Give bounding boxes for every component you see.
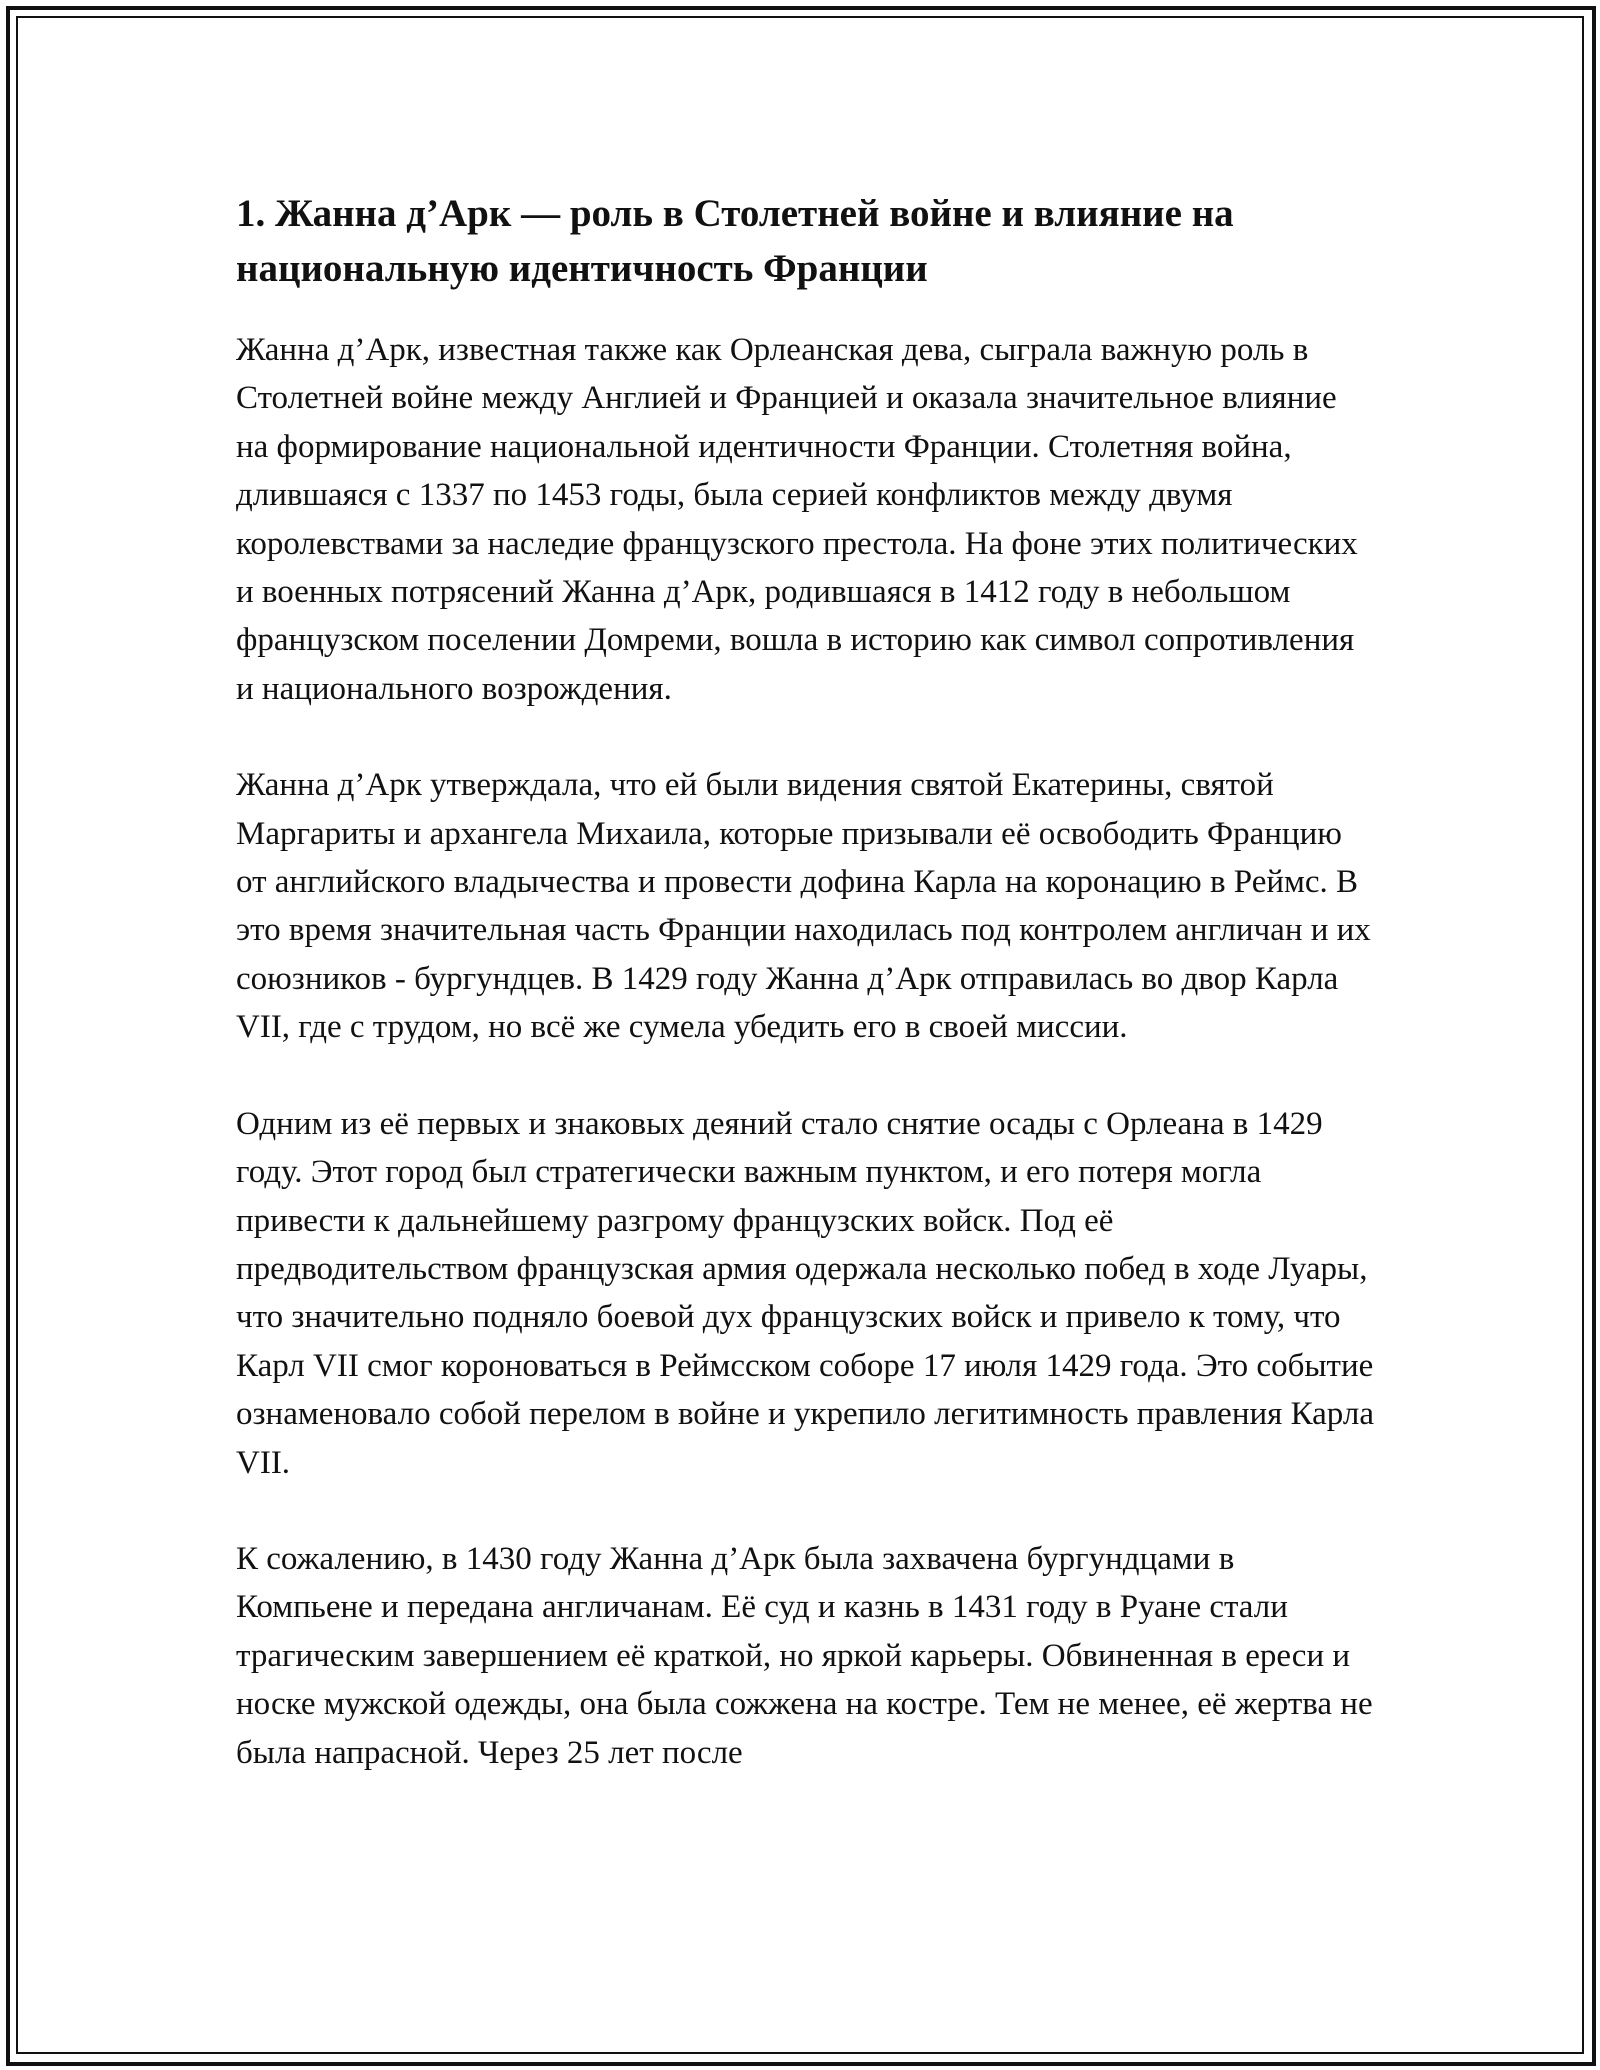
paragraph-4: К сожалению, в 1430 году Жанна д’Арк была захвачена бургундцами в Компьене и передана англичанам. Её суд и казнь в 1431 году в Руане стали трагическим завершением её краткой, но яркой карьеры. Обвиненная в ереси и носке мужской одежды, она была сожжена на костре. Тем не менее, её жертва не была напрасной. Через 25 лет после [236, 1540, 1373, 1771]
paragraph-1: Жанна д’Арк, известная также как Орлеанская дева, сыграла важную роль в Столетней войне между Англией и Францией и оказала значительное влияние на формирование национальной идентичности Франции. Столетняя война, длившаяся с 1337 по 1453 годы, была серией конфликтов между двумя королевствами за наследие французского престола. На фоне этих политических и военных потрясений Жанна д’Арк, родившаяся в 1412 году в небольшом французском поселении Домреми, вошла в историю как символ сопротивления и национального возрождения. [236, 332, 1358, 707]
document-title: 1. Жанна д’Арк — роль в Столетней войне и влияние на национальную идентичность Франции [236, 192, 1234, 290]
document-body [236, 186, 1376, 1777]
paragraph-3: Одним из её первых и знаковых деяний стало снятие осады с Орлеана в 1429 году. Этот город был стратегически важным пунктом, и его потеря могла привести к дальнейшему разгрому французских войск. Под её предводительством французская армия одержала несколько побед в ходе Луары, что значительно подняло боевой дух французских войск и привело к тому, что Карл VII смог короноваться в Реймсском соборе 17 июля 1429 года. Это событие ознаменовало собой перелом в войне и укрепило легитимность правления Карла VII. [236, 1105, 1374, 1481]
paragraph-2: Жанна д’Арк утверждала, что ей были видения святой Екатерины, святой Маргариты и архангела Михаила, которые призывали её освободить Францию от английского владычества и провести дофина Карла на коронацию в Реймс. В это время значительная часть Франции находилась под контролем англичан и их союзников - бургундцев. В 1429 году Жанна д’Арк отправилась во двор Карла VII, где с трудом, но всё же сумела убедить его в своей миссии. [236, 767, 1371, 1046]
